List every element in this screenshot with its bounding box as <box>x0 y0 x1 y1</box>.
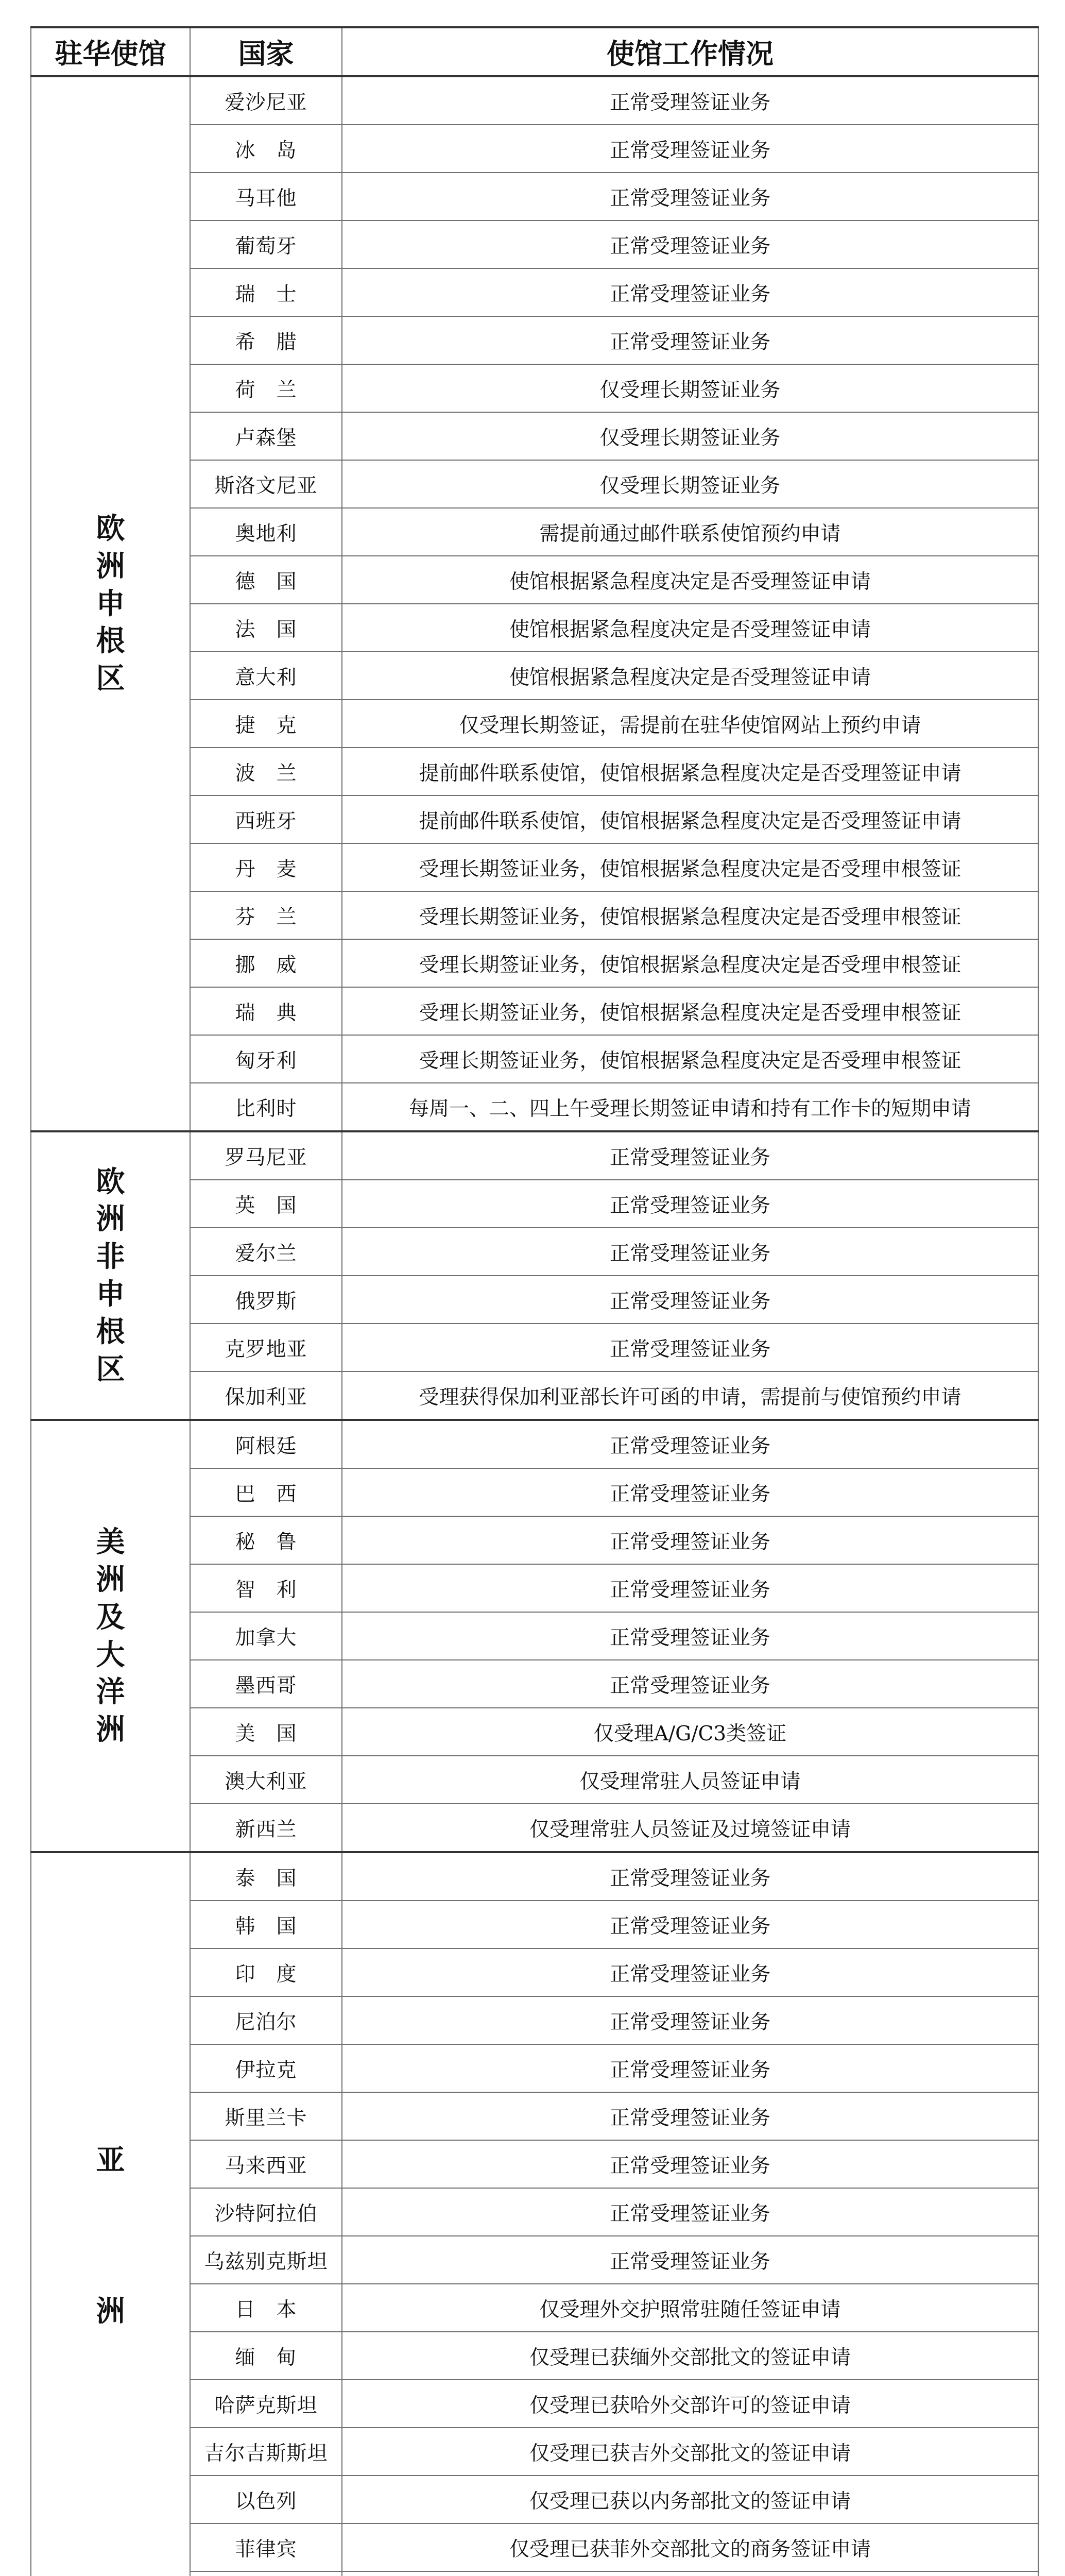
status-cell: 仅受理长期签证业务 <box>342 460 1038 508</box>
country-cell: 泰 国 <box>190 1852 342 1901</box>
status-cell: 使馆根据紧急程度决定是否受理签证申请 <box>342 604 1038 652</box>
country-cell: 爱沙尼亚 <box>190 76 342 125</box>
region-char: 洋 <box>96 1675 125 1709</box>
status-cell: 需提前通过邮件联系使馆预约申请 <box>342 508 1038 556</box>
region-char: 区 <box>96 1352 125 1386</box>
country-cell: 秘 鲁 <box>190 1516 342 1564</box>
country-cell: 瑞 典 <box>190 987 342 1035</box>
region-char: 洲 <box>96 2294 125 2328</box>
status-cell: 正常受理签证业务 <box>342 1612 1038 1660</box>
country-cell: 荷 兰 <box>190 364 342 412</box>
status-cell: 正常受理签证业务 <box>342 1516 1038 1564</box>
region-char: 非 <box>96 1240 125 1274</box>
region-char: 欧 <box>96 512 125 546</box>
country-cell: 芬 兰 <box>190 891 342 939</box>
country-cell: 比利时 <box>190 1083 342 1131</box>
status-cell: 仅受理已获菲外交部批文的商务签证申请 <box>342 2523 1038 2571</box>
country-cell: 卢森堡 <box>190 412 342 460</box>
status-cell: 正常受理签证业务 <box>342 76 1038 125</box>
region-cell <box>31 1420 190 1852</box>
status-cell: 受理长期签证业务，使馆根据紧急程度决定是否受理申根签证 <box>342 987 1038 1035</box>
country-cell: 克罗地亚 <box>190 1324 342 1371</box>
header-country: 国家 <box>190 27 342 76</box>
country-cell: 丹 麦 <box>190 843 342 891</box>
status-cell: 正常受理签证业务 <box>342 2188 1038 2236</box>
status-cell: 仅受理已获以内务部批文的签证申请 <box>342 2476 1038 2523</box>
country-cell: 哈萨克斯坦 <box>190 2380 342 2428</box>
region-char: 洲 <box>96 1713 125 1747</box>
country-cell: 瑞 士 <box>190 268 342 316</box>
country-cell: 以色列 <box>190 2476 342 2523</box>
country-cell: 墨西哥 <box>190 1660 342 1708</box>
country-cell: 智 利 <box>190 1564 342 1612</box>
country-cell: 新西兰 <box>190 1804 342 1852</box>
country-cell: 爱尔兰 <box>190 1228 342 1276</box>
table-row <box>31 1852 1038 1901</box>
country-cell: 斯里兰卡 <box>190 2092 342 2140</box>
status-cell: 仅受理已获哈外交部许可的签证申请 <box>342 2380 1038 2428</box>
country-cell <box>190 2571 342 2576</box>
country-cell: 冰 岛 <box>190 125 342 173</box>
status-cell: 仅受理已获吉外交部批文的签证申请 <box>342 2428 1038 2476</box>
table-row <box>31 76 1038 125</box>
region-char: 申 <box>96 586 125 621</box>
region-char: 申 <box>96 1277 125 1311</box>
status-cell: 仅受理已获缅外交部批文的签证申请 <box>342 2332 1038 2380</box>
status-cell: 提前邮件联系使馆，使馆根据紧急程度决定是否受理签证申请 <box>342 748 1038 795</box>
region-char: 根 <box>96 1314 125 1349</box>
country-cell: 马耳他 <box>190 173 342 221</box>
status-cell: 正常受理签证业务 <box>342 1131 1038 1180</box>
country-cell: 尼泊尔 <box>190 1996 342 2044</box>
country-cell: 吉尔吉斯斯坦 <box>190 2428 342 2476</box>
table-row <box>31 1131 1038 1180</box>
country-cell: 葡萄牙 <box>190 221 342 268</box>
status-cell: 正常受理签证业务 <box>342 1276 1038 1324</box>
status-cell: 正常受理签证业务 <box>342 1228 1038 1276</box>
region-char: 根 <box>96 624 125 658</box>
region-char: 及 <box>96 1600 125 1634</box>
status-cell: 正常受理签证业务 <box>342 316 1038 364</box>
status-cell: 正常受理签证业务 <box>342 1948 1038 1996</box>
region-group <box>31 76 1038 1131</box>
status-cell: 使馆根据紧急程度决定是否受理签证申请 <box>342 652 1038 700</box>
status-cell: 仅受理外交护照常驻随任签证申请 <box>342 2284 1038 2332</box>
country-cell: 捷 克 <box>190 700 342 748</box>
status-cell: 受理长期签证业务，使馆根据紧急程度决定是否受理申根签证 <box>342 843 1038 891</box>
region-char: 洲 <box>96 1562 125 1597</box>
country-cell: 俄罗斯 <box>190 1276 342 1324</box>
header-status: 使馆工作情况 <box>342 27 1038 76</box>
status-cell: 受理长期签证业务，使馆根据紧急程度决定是否受理申根签证 <box>342 891 1038 939</box>
region-group <box>31 1131 1038 1420</box>
status-cell: 正常受理签证业务 <box>342 1564 1038 1612</box>
region-cell <box>31 1852 190 2576</box>
country-cell: 法 国 <box>190 604 342 652</box>
region-char: 区 <box>96 662 125 696</box>
country-cell: 澳大利亚 <box>190 1756 342 1804</box>
country-cell: 保加利亚 <box>190 1371 342 1420</box>
header-embassy: 驻华使馆 <box>31 27 190 76</box>
region-char: 洲 <box>96 549 125 583</box>
country-cell: 缅 甸 <box>190 2332 342 2380</box>
country-cell: 罗马尼亚 <box>190 1131 342 1180</box>
table-row <box>31 1420 1038 1468</box>
country-cell: 希 腊 <box>190 316 342 364</box>
status-cell: 使馆根据紧急程度决定是否受理签证申请 <box>342 556 1038 604</box>
status-cell: 提前邮件联系使馆，使馆根据紧急程度决定是否受理签证申请 <box>342 795 1038 843</box>
country-cell: 挪 威 <box>190 939 342 987</box>
status-cell: 正常受理签证业务 <box>342 173 1038 221</box>
country-cell: 意大利 <box>190 652 342 700</box>
status-cell: 每周一、二、四上午受理长期签证申请和持有工作卡的短期申请 <box>342 1083 1038 1131</box>
country-cell: 奥地利 <box>190 508 342 556</box>
country-cell: 菲律宾 <box>190 2523 342 2571</box>
region-group <box>31 1852 1038 2576</box>
status-cell: 正常受理签证业务 <box>342 1468 1038 1516</box>
status-cell: 受理获得保加利亚部长许可函的申请，需提前与使馆预约申请 <box>342 1371 1038 1420</box>
table-header-row <box>31 27 1038 76</box>
status-cell <box>342 2571 1038 2576</box>
status-cell: 仅受理长期签证，需提前在驻华使馆网站上预约申请 <box>342 700 1038 748</box>
status-cell: 正常受理签证业务 <box>342 2236 1038 2284</box>
embassy-visa-table <box>30 26 1039 2576</box>
status-cell: 仅受理A/G/C3类签证 <box>342 1708 1038 1756</box>
region-char: 大 <box>96 1637 125 1672</box>
status-cell: 受理长期签证业务，使馆根据紧急程度决定是否受理申根签证 <box>342 939 1038 987</box>
status-cell: 仅受理常驻人员签证及过境签证申请 <box>342 1804 1038 1852</box>
country-cell: 英 国 <box>190 1180 342 1228</box>
country-cell: 伊拉克 <box>190 2044 342 2092</box>
status-cell: 正常受理签证业务 <box>342 2140 1038 2188</box>
country-cell: 沙特阿拉伯 <box>190 2188 342 2236</box>
status-cell: 仅受理长期签证业务 <box>342 364 1038 412</box>
country-cell: 匈牙利 <box>190 1035 342 1083</box>
region-cell <box>31 76 190 1131</box>
status-cell: 仅受理长期签证业务 <box>342 412 1038 460</box>
country-cell: 马来西亚 <box>190 2140 342 2188</box>
status-cell: 正常受理签证业务 <box>342 1901 1038 1948</box>
country-cell: 乌兹别克斯坦 <box>190 2236 342 2284</box>
status-cell: 正常受理签证业务 <box>342 1996 1038 2044</box>
status-cell: 正常受理签证业务 <box>342 1420 1038 1468</box>
country-cell: 日 本 <box>190 2284 342 2332</box>
country-cell: 美 国 <box>190 1708 342 1756</box>
country-cell: 巴 西 <box>190 1468 342 1516</box>
country-cell: 加拿大 <box>190 1612 342 1660</box>
country-cell: 阿根廷 <box>190 1420 342 1468</box>
country-cell: 印 度 <box>190 1948 342 1996</box>
status-cell: 正常受理签证业务 <box>342 2044 1038 2092</box>
status-cell: 正常受理签证业务 <box>342 2092 1038 2140</box>
status-cell: 正常受理签证业务 <box>342 125 1038 173</box>
status-cell: 正常受理签证业务 <box>342 1180 1038 1228</box>
status-cell: 正常受理签证业务 <box>342 1660 1038 1708</box>
status-cell: 仅受理常驻人员签证申请 <box>342 1756 1038 1804</box>
region-char: 洲 <box>96 1202 125 1236</box>
status-cell: 正常受理签证业务 <box>342 1852 1038 1901</box>
country-cell: 波 兰 <box>190 748 342 795</box>
region-char: 欧 <box>96 1164 125 1199</box>
status-cell: 正常受理签证业务 <box>342 268 1038 316</box>
country-cell: 西班牙 <box>190 795 342 843</box>
country-cell: 斯洛文尼亚 <box>190 460 342 508</box>
status-cell: 受理长期签证业务，使馆根据紧急程度决定是否受理申根签证 <box>342 1035 1038 1083</box>
embassy-visa-table-sheet <box>30 26 1038 2576</box>
region-char: 美 <box>96 1525 125 1560</box>
region-char: 亚 <box>96 2143 125 2178</box>
region-cell <box>31 1131 190 1420</box>
status-cell: 正常受理签证业务 <box>342 1324 1038 1371</box>
region-group <box>31 1420 1038 1852</box>
country-cell: 德 国 <box>190 556 342 604</box>
status-cell: 正常受理签证业务 <box>342 221 1038 268</box>
country-cell: 韩 国 <box>190 1901 342 1948</box>
